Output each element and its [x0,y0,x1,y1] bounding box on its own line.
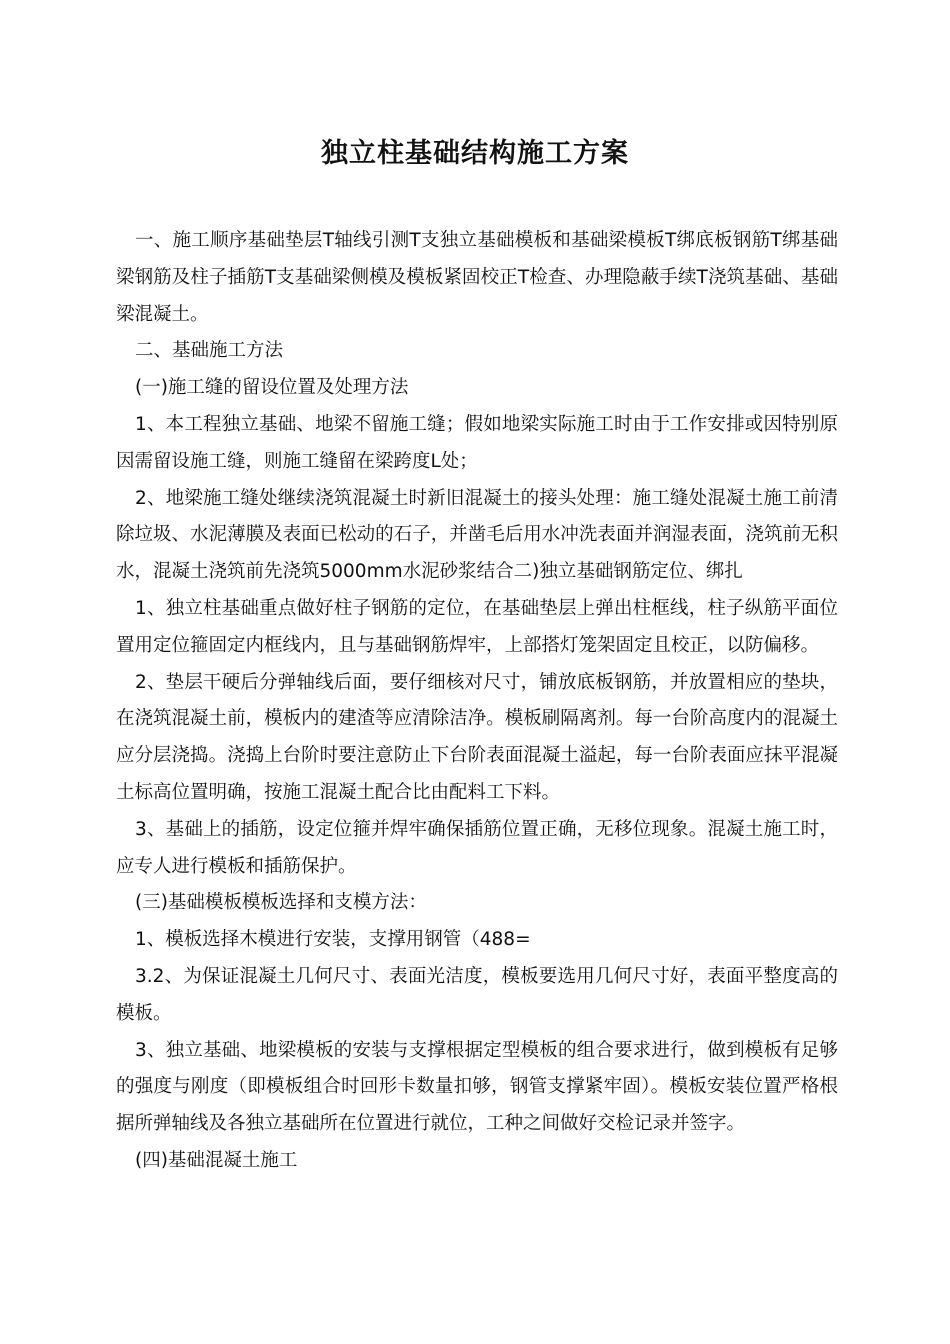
subsection-heading-concrete: (四)基础混凝土施工 [135,1149,298,1171]
document-body [116,223,838,1180]
paragraph-dowel-bars: 3、基础上的插筋，设定位箍并焊牢确保插筋位置正确，无移位现象。混凝土施工时，应专人进行模板和插筋保护。 [116,818,838,877]
paragraph-column-rebar-positioning: 1、独立柱基础重点做好柱子钢筋的定位，在基础垫层上弹出柱框线，柱子纵筋平面位置用定位箍固定内框线内，且与基础钢筋焊牢，上部搭灯笼架固定且校正，以防偏移。 [116,597,838,656]
paragraph-formwork-selection: 1、模板选择木模进行安装，支撑用钢管（488= [135,929,531,951]
paragraph-cushion-layer: 2、垫层干硬后分弹轴线后面，要仔细核对尺寸，铺放底板钢筋，并放置相应的垫块，在浇筑混凝土前，模板内的建渣等应清除洁净。模板刷隔离剂。每一台阶高度内的混凝土应分层浇捣。浇捣上台阶时要注意防止下台阶表面混凝土溢起，每一台阶表面应抹平混凝土标高位置明确，按施工混凝土配合比由配料工下料。 [116,671,838,803]
paragraph-formwork-installation: 3、独立基础、地梁模板的安装与支撑根据定型模板的组合要求进行，做到模板有足够的强度与刚度（即模板组合时回形卡数量扣够，钢管支撑紧牢固）。模板安装位置严格根据所弹轴线及各独立基础所在位置进行就位，工种之间做好交检记录并签字。 [116,1039,838,1135]
subsection-heading-formwork: (三)基础模板模板选择和支模方法： [135,892,427,914]
paragraph-construction-sequence: 一、施工顺序基础垫层T轴线引测T支独立基础模板和基础梁模板T绑底板钢筋T绑基础梁钢筋及柱子插筋T支基础梁侧模及模板紧固校正T检查、办理隐蔽手续T浇筑基础、基础梁混凝土。 [116,230,838,325]
section-heading-construction-method: 二、基础施工方法 [135,340,284,362]
document-title: 独立柱基础结构施工方案 [321,138,629,169]
paragraph-formwork-quality: 3.2、为保证混凝土几何尺寸、表面光洁度，模板要选用几何尺寸好，表面平整度高的模板。 [116,965,838,1024]
paragraph-joint-location: 1、本工程独立基础、地梁不留施工缝；假如地梁实际施工时由于工作安排或因特别原因需留设施工缝，则施工缝留在梁跨度L处； [116,413,838,472]
subsection-heading-construction-joint: (一)施工缝的留设位置及处理方法 [135,377,409,399]
paragraph-joint-treatment: 2、地梁施工缝处继续浇筑混凝土时新旧混凝土的接头处理：施工缝处混凝土施工前清除垃圾、水泥薄膜及表面已松动的石子，并凿毛后用水冲洗表面并润湿表面，浇筑前无积水，混凝土浇筑前先浇筑5000mm水泥砂浆结合二)独立基础钢筋定位、绑扎 [116,487,838,583]
